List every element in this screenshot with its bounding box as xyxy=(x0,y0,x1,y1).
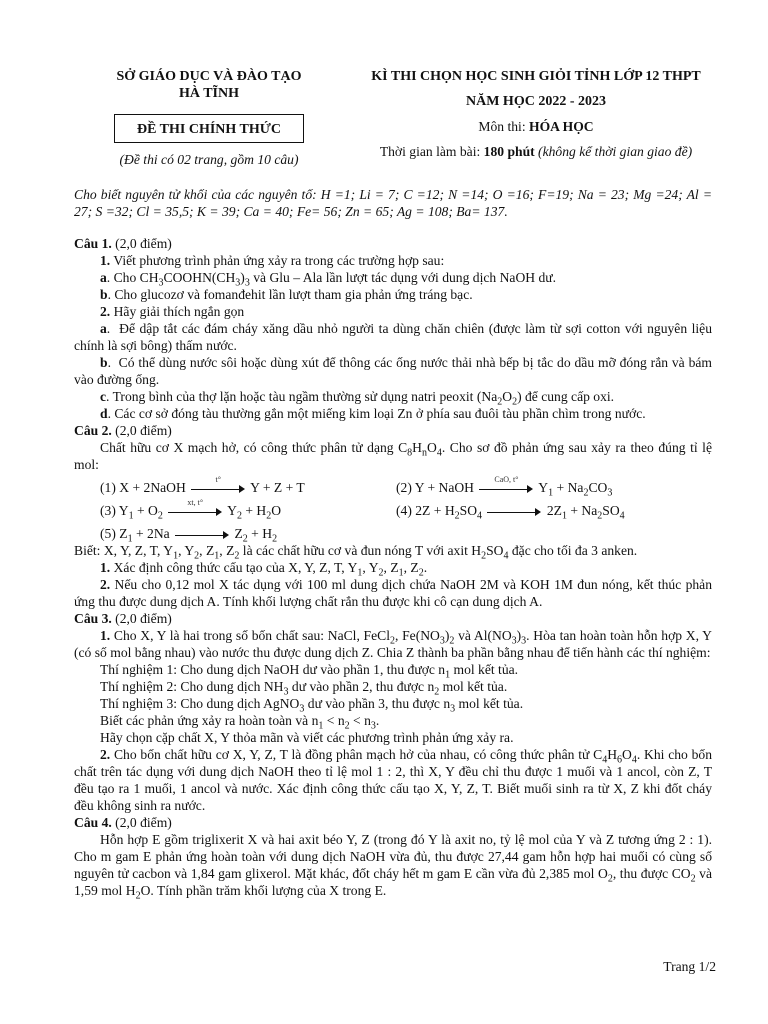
atomic-masses: Cho biết nguyên tử khối của các nguyên tố: H =1; Li = 7; C =12; N =14; O =16; F=19; Na = 23; Mg =24; Al = 27; S =32; Cl = 35,5; K = 39; Ca = 40; Fe= 56; Zn = 65; Ag = 108; Ba= 137. xyxy=(74,187,712,219)
province-name: HÀ TĨNH xyxy=(178,86,240,101)
question-3-condition: Biết các phản ứng xảy ra hoàn toàn và $n_1 < n_2 < n_3$. xyxy=(100,713,380,732)
reaction-5: (5) $Z_1 + 2Na$ $Z_2 + H_2$ xyxy=(100,526,278,545)
reaction-3: (3) $Y_1 + O_2$ xt, t° $Y_2 + H_2O$ xyxy=(100,497,282,522)
question-2-given: Biết: X, Y, Z, T, $Y_1$, $Y_2$, $Z_1$, $Z_2$ là các chất hữu cơ và đun nóng T với axit $H_2SO_4$ đặc cho tối đa 3 anken. xyxy=(74,543,638,562)
question-3-part-1: 1. Cho X, Y là hai trong số bốn chất sau: NaCl, FeCl$_2$, $Fe(NO_3)_2$ và $Al(NO_3)_3$. Hòa tan hoàn toàn hỗn hợp X, Y (có số mol bằng nhau) vào nước thu được dung dịch Z. Chia Z thành ba phần bằng nhau để tiến hành các thí nghiệm: xyxy=(74,628,712,660)
exam-body xyxy=(74,186,712,902)
question-2-intro: Chất hữu cơ X mạch hở, có công thức phân tử dạng $C_8H_nO_4$. Cho sơ đồ phản ứng sau xảy ra theo đúng tỉ lệ mol: xyxy=(74,440,712,472)
question-1-explain-b: b. Có thể dùng nước sôi hoặc dùng xút để thông các ống nước thải nhà bếp bị tắc do dầu mỡ đóng rắn và bám vào đường ống. xyxy=(74,355,712,387)
subject-line: Môn thi: HÓA HỌC xyxy=(478,119,594,134)
question-1-item-a: a. Cho $CH_3COOHN(CH_3)_3$ và Glu – Ala lần lượt tác dụng với dung dịch NaOH dư. xyxy=(100,270,557,289)
exam-title: KÌ THI CHỌN HỌC SINH GIỎI TỈNH LỚP 12 THPT xyxy=(371,69,701,84)
reaction-1: (1) X + 2NaOH t° Y + Z + T xyxy=(100,474,305,495)
header-left xyxy=(88,68,330,168)
official-exam-label: ĐỀ THI CHÍNH THỨC xyxy=(114,114,304,143)
reaction-arrow xyxy=(487,507,541,517)
experiment-3: Thí nghiệm 3: Cho dung dịch AgNO$_3$ dư vào phần 3, thu được $n_3$ mol kết tủa. xyxy=(100,696,524,715)
question-2-part-1: 1. Xác định công thức cấu tạo của X, Y, Z, T, $Y_1$, $Y_2$, $Z_1$, $Z_2$. xyxy=(100,560,428,579)
question-2-heading: Câu 2. (2,0 điểm) xyxy=(74,423,172,438)
question-1-part-2: 2. Hãy giải thích ngắn gọn xyxy=(100,304,245,319)
question-3-heading: Câu 3. (2,0 điểm) xyxy=(74,611,172,626)
header-right xyxy=(346,68,726,160)
question-3-task: Hãy chọn cặp chất X, Y thỏa mãn và viết các phương trình phản ứng xảy ra. xyxy=(100,730,514,745)
experiment-2: Thí nghiệm 2: Cho dung dịch $NH_3$ dư vào phần 2, thu được $n_2$ mol kết tủa. xyxy=(100,679,508,698)
school-year: NĂM HỌC 2022 - 2023 xyxy=(466,94,606,109)
reaction-4: (4) $2Z + H_2SO_4$ $2Z_1 + Na_2SO_4$ xyxy=(396,503,625,522)
exam-duration: 180 phút xyxy=(483,144,535,159)
question-1-explain-d: d. Các cơ sở đóng tàu thường gắn một miếng kim loại Zn ở phía sau đuôi tàu phần chìm trong nước. xyxy=(100,406,646,421)
reaction-arrow: t° xyxy=(191,484,245,494)
question-4-text: Hỗn hợp E gồm triglixerit X và hai axit béo Y, Z (trong đó Y là axit no, tỷ lệ mol của Y và Z tương ứng 2 : 1). Cho m gam E phản ứng hoàn toàn với dung dịch NaOH vừa đủ, thu được 27,44 gam hỗn hợp hai muối có cùng số nguyên tử cacbon và 1,84 gam glixerol. Mặt khác, đốt cháy hết m gam E cần vừa đủ 2,385 mol $O_2$, thu được $CO_2$ và 1,59 mol $H_2O$. Tính phần trăm khối lượng của X trong E. xyxy=(74,832,712,902)
reaction-row-2 xyxy=(100,497,712,522)
question-1-item-b: b. Cho glucozơ và fomanđehit lần lượt tham gia phản ứng tráng bạc. xyxy=(100,287,473,302)
question-3-part-2: 2. Cho bốn chất hữu cơ X, Y, Z, T là đồng phân mạch hở của nhau, có công thức phân tử $C_4H_6O_4$. Khi cho bốn chất trên tác dụng với dung dịch NaOH theo tỉ lệ mol 1 : 2, thì X, Y đều chỉ thu được 1 muối và 1 ancol, còn Z, T đều tạo ra 1 muối, 1 ancol và nước. Xác định công thức cấu tạo X, Y, Z, T. Biết muối sinh ra từ X, Z khi đốt cháy đều không sinh ra nước. xyxy=(74,747,712,813)
question-1-explain-c: c. Trong bình của thợ lặn hoặc tàu ngầm thường sử dụng natri peoxit $(Na_2O_2)$ để cung cấp oxi. xyxy=(100,389,615,408)
question-2-part-2: 2. Nếu cho 0,12 mol X tác dụng với 100 ml dung dịch chứa NaOH 2M và KOH 1M đun nóng, kết thúc phản ứng thu được dung dịch A. Tính khối lượng chất rắn thu được khi cô cạn dung dịch A. xyxy=(74,577,712,609)
reaction-arrow xyxy=(175,530,229,540)
reaction-row-1 xyxy=(100,474,712,499)
department-name: SỞ GIÁO DỤC VÀ ĐÀO TẠO xyxy=(116,69,302,84)
question-1-part-1: 1. Viết phương trình phản ứng xảy ra trong các trường hợp sau: xyxy=(100,253,445,268)
experiment-1: Thí nghiệm 1: Cho dung dịch NaOH dư vào phần 1, thu được $n_1$ mol kết tủa. xyxy=(100,662,519,681)
subject-name: HÓA HỌC xyxy=(529,119,594,134)
question-1-explain-a: a. Để dập tắt các đám cháy xăng dầu nhỏ người ta dùng chăn chiên (được làm từ sợi cotton với nguyên liệu chính là sợi bông) thấm nước. xyxy=(74,321,712,353)
reaction-arrow: CaO, t° xyxy=(479,484,533,494)
reaction-arrow: xt, t° xyxy=(168,507,222,517)
page-number: Trang 1/2 xyxy=(663,959,716,974)
reaction-2: (2) Y + NaOH CaO, t° $Y_1 + Na_2CO_3$ xyxy=(396,474,613,499)
question-1-heading: Câu 1. (2,0 điểm) xyxy=(74,236,172,251)
page-count-note: (Đề thi có 02 trang, gồm 10 câu) xyxy=(119,152,299,167)
reaction-row-3 xyxy=(100,525,712,545)
question-4-heading: Câu 4. (2,0 điểm) xyxy=(74,815,172,830)
time-line: Thời gian làm bài: 180 phút (không kể thời gian giao đề) xyxy=(379,144,693,159)
